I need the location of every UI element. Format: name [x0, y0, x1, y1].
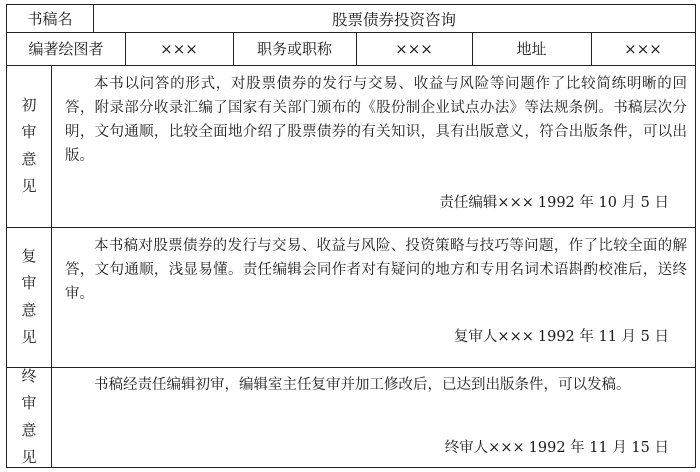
col-divider [51, 65, 52, 467]
final-review-signature [441, 436, 669, 457]
final-review-text: 书稿经责任编辑初审，编辑室主任复审并加工修改后，已达到出版条件，可以发稿。 [94, 377, 631, 393]
second-review-signature [450, 325, 669, 346]
first-review-text: 本书以问答的形式，对股票债券的发行与交易、收益与风险等问题作了比较简练明晰的回答，附录部分收录汇编了国家有关部门颁布的《股份制企业试点办法》等法规条例。书稿层次分明，文句通顺，比较全面地介绍了股票债券的有关知识，具有出版意义，符合出版条件，可以出版。 [65, 76, 687, 164]
review-form [6, 4, 696, 468]
author-value: ××× [160, 39, 198, 58]
row-divider [7, 227, 695, 228]
title-label: 书稿名 [27, 10, 73, 28]
label-char: 意 [21, 150, 37, 168]
label-char: 审 [21, 123, 37, 141]
label-char: 意 [21, 301, 37, 319]
label-char: 见 [21, 448, 37, 466]
second-review-text: 本书稿对股票债券的发行与交易、收益与风险、投资策略与技巧等问题，作了比较全面的解答，文句通顺，浅显易懂。责任编辑会同作者对有疑问的地方和专用名词术语斟酌校准后，送终审。 [65, 238, 687, 302]
signer: 复审人××× [453, 329, 534, 345]
signer: 终审人××× [444, 440, 525, 456]
final-review-label [7, 367, 51, 467]
sign-date: 1992 年 10 月 5 日 [537, 195, 669, 211]
first-review-label [7, 65, 51, 227]
second-review-label [7, 227, 51, 367]
book-title: 股票债券投资咨询 [331, 10, 456, 29]
label-char: 审 [21, 394, 37, 412]
label-char: 意 [21, 421, 37, 439]
label-char: 审 [21, 274, 37, 292]
sign-date: 1992 年 11 月 5 日 [537, 329, 669, 345]
label-char: 初 [21, 96, 37, 114]
row-divider [7, 367, 695, 368]
position-label: 职务或职称 [256, 40, 332, 58]
label-char: 终 [21, 367, 37, 385]
label-char: 复 [21, 247, 37, 265]
label-char: 见 [21, 177, 37, 195]
address-value: ××× [624, 39, 662, 58]
signer: 责任编辑××× [439, 195, 534, 211]
position-value: ××× [395, 39, 433, 58]
author-label: 编著绘图者 [28, 40, 104, 58]
label-char: 见 [21, 328, 37, 346]
address-label: 地址 [516, 40, 547, 58]
sign-date: 1992 年 11 月 15 日 [528, 440, 669, 456]
first-review-signature [435, 191, 669, 212]
row-divider [7, 65, 695, 66]
